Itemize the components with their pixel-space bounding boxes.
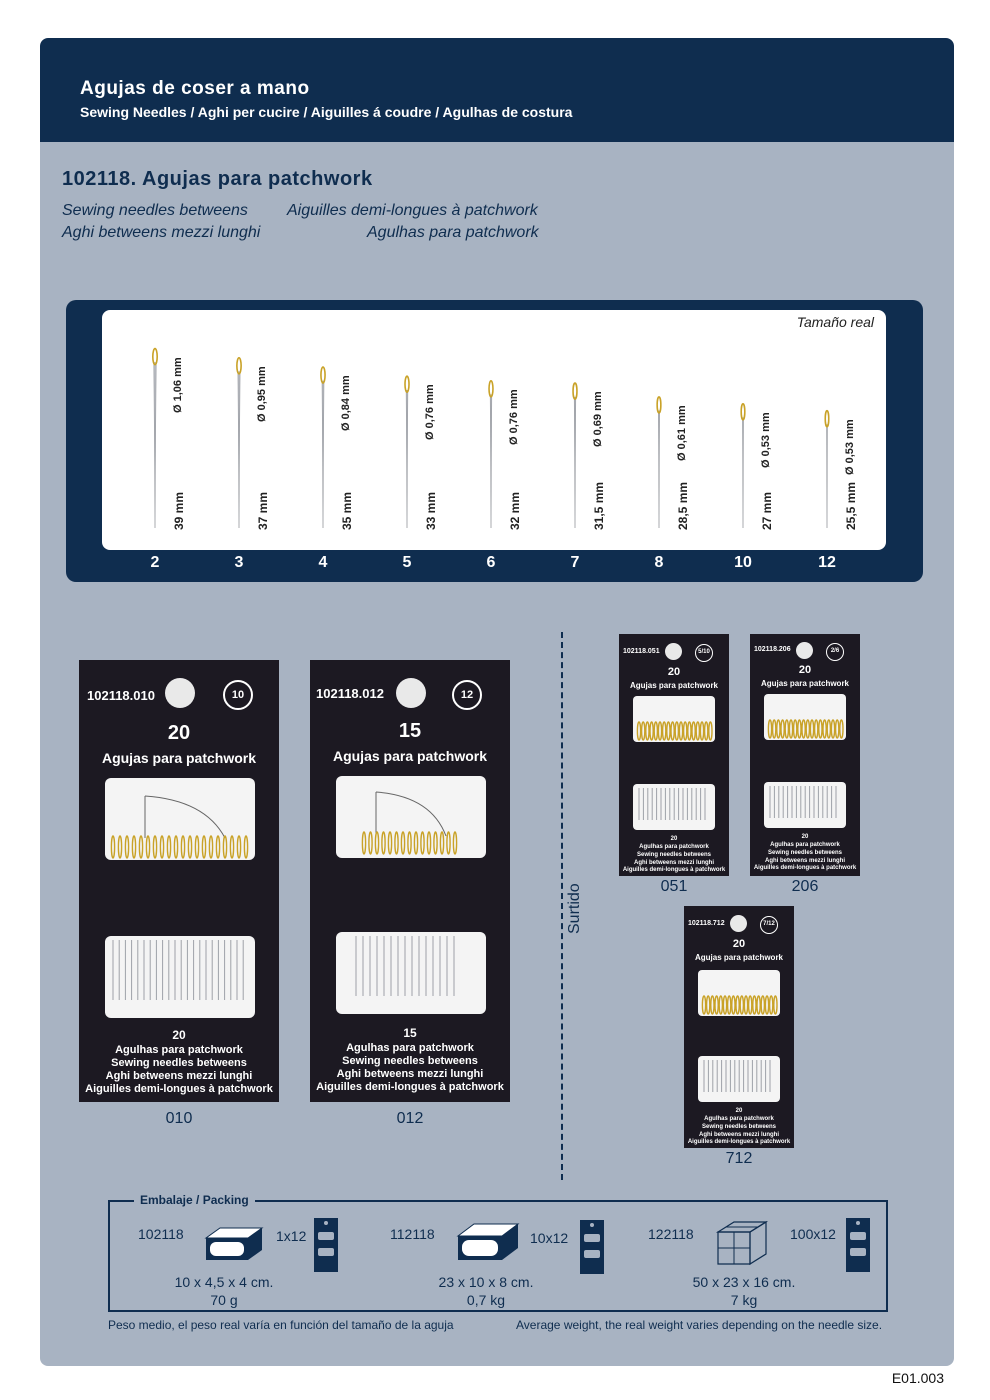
needle-eye (819, 720, 822, 738)
needle-drawing (818, 310, 838, 550)
needle-eye (770, 996, 773, 1014)
needle-eye (671, 722, 674, 740)
needle-drawing (398, 310, 418, 550)
needle-eye (810, 720, 813, 738)
needle-eye (408, 832, 411, 854)
needle-eye (139, 836, 142, 858)
card-foot-line: Aghi betweens mezzi lunghi (698, 1132, 779, 1138)
weight-note-es: Peso medio, el peso real varía en función del tamaño de la aguja (108, 1318, 454, 1332)
silver-needles-image (633, 784, 715, 830)
pack-qty: 100x12 (790, 1226, 836, 1242)
needle-eye (174, 836, 177, 858)
silver-needles-image (698, 1056, 780, 1102)
pack-qty: 10x12 (530, 1230, 569, 1246)
needle-eye (382, 832, 385, 854)
needle-eye (434, 832, 437, 854)
card-foot-line: Aiguilles demi-longues à patchwork (316, 1081, 504, 1093)
page-header (40, 38, 954, 142)
needle-window-silver (698, 1056, 780, 1102)
needle-eye (781, 720, 784, 738)
header-subtitle: Sewing Needles / Aghi per cucire / Aiguilles á coudre / Agulhas de costura (80, 104, 573, 120)
card-label: 051 (660, 878, 688, 895)
needle-drawing (734, 310, 754, 550)
card-label: 206 (791, 878, 819, 895)
needle-eye (447, 832, 450, 854)
assorted-divider (561, 632, 563, 1180)
pack-weight: 0,7 kg (466, 1292, 506, 1308)
card-051 (619, 634, 729, 876)
needle-eye (230, 836, 233, 858)
needle-chart-area (102, 310, 886, 550)
needle-eye (663, 722, 666, 740)
needle-size-number: 12 (818, 554, 836, 571)
card-712 (684, 906, 794, 1148)
card-foot-line: Agulhas para patchwork (639, 844, 709, 850)
needle-eye (216, 836, 219, 858)
needle-drawing (566, 310, 586, 550)
header-title: Agujas de coser a mano (80, 78, 310, 99)
card-foot-line: Aghi betweens mezzi lunghi (105, 1070, 253, 1082)
card-foot-line: Sewing needles betweens (636, 852, 712, 858)
card-foot-count: 20 (670, 836, 678, 842)
card-name: Agujas para patchwork (760, 679, 850, 688)
needle-6 (482, 310, 542, 550)
needle-eye (132, 836, 135, 858)
needle-window-gold (764, 694, 846, 740)
page-reference: E01.003 (891, 1370, 944, 1386)
needle-10 (734, 310, 794, 550)
needle-eye (646, 722, 649, 740)
needle-eye (188, 836, 191, 858)
silver-needles-image (764, 782, 846, 828)
needle-2 (146, 310, 206, 550)
needle-eye (658, 722, 661, 740)
size-badge: 5/10 (695, 644, 713, 662)
needle-eye (773, 720, 776, 738)
needle-eye (167, 836, 170, 858)
needle-window-gold (105, 778, 255, 860)
needle-diameter-label: Ø 0,69 mm (592, 391, 604, 448)
card-count: 20 (667, 666, 681, 678)
needle-eye (146, 836, 149, 858)
needle-eye (840, 720, 843, 738)
needle-eye (711, 996, 714, 1014)
medium-box-icon (456, 1220, 522, 1264)
needle-eye (684, 722, 687, 740)
card-foot-line: Aghi betweens mezzi lunghi (336, 1068, 484, 1080)
card-foot-line: Agulhas para patchwork (346, 1042, 474, 1054)
needle-eye (421, 832, 424, 854)
needle-eye (642, 722, 645, 740)
needle-eye (789, 720, 792, 738)
needle-size-number: 2 (150, 554, 160, 571)
needle-4 (314, 310, 374, 550)
needle-eye (696, 722, 699, 740)
needle-window-silver (336, 932, 486, 1014)
card-foot-line: Aiguilles demi-longues à patchwork (622, 867, 726, 873)
needle-eye (802, 720, 805, 738)
card-foot-line: Aghi betweens mezzi lunghi (633, 860, 714, 866)
needle-eye (209, 836, 212, 858)
card-count: 20 (167, 722, 191, 744)
product-name-it: Aghi betweens mezzi lunghi (62, 224, 261, 241)
needle-eye (679, 722, 682, 740)
pack-dimensions: 10 x 4,5 x 4 cm. (174, 1274, 274, 1290)
gold-needles-image (633, 696, 715, 742)
weight-note-en: Average weight, the real weight varies depending on the needle size. (516, 1318, 883, 1332)
needle-eye (427, 832, 430, 854)
card-foot-count: 15 (403, 1026, 417, 1040)
card-count: 15 (398, 720, 422, 742)
needle-drawing (230, 310, 250, 550)
size-badge: 7/12 (760, 916, 778, 934)
product-name-en: Sewing needles betweens (62, 202, 248, 219)
card-010 (79, 660, 279, 1102)
needle-diameter-label: Ø 0,95 mm (256, 366, 268, 422)
needle-window-silver (105, 936, 255, 1018)
pack-code: 112118 (390, 1226, 435, 1242)
needle-window-gold (633, 696, 715, 742)
card-label: 712 (725, 1150, 753, 1167)
card-code: 102118.051 (623, 648, 660, 655)
needle-eye (836, 720, 839, 738)
card-foot-line: Agulhas para patchwork (704, 1116, 774, 1122)
needle-eye (160, 836, 163, 858)
needle-eye (736, 996, 739, 1014)
color-dot (730, 915, 747, 932)
needle-eye (831, 720, 834, 738)
needle-eye (369, 832, 372, 854)
needle-eye (728, 996, 731, 1014)
card-foot-line: Sewing needles betweens (111, 1057, 247, 1069)
needle-eye (637, 722, 640, 740)
needle-diameter-label: Ø 0,84 mm (340, 375, 352, 431)
real-size-label: Tamaño real (796, 314, 874, 330)
needle-eye (768, 720, 771, 738)
needle-eye (798, 720, 801, 738)
size-badge: 2/6 (826, 643, 844, 661)
card-name: Agujas para patchwork (694, 953, 784, 962)
needle-size-number: 4 (318, 554, 328, 571)
gold-needles-image (698, 970, 780, 1016)
catalog-panel (40, 38, 954, 1366)
needle-diameter-label: Ø 1,06 mm (172, 356, 184, 413)
card-foot-line: Sewing needles betweens (342, 1055, 478, 1067)
needle-eye (744, 996, 747, 1014)
needle-eye (794, 720, 797, 738)
pack-code: 102118 (138, 1226, 184, 1242)
card-foot-line: Aghi betweens mezzi lunghi (764, 858, 845, 864)
packing-box (108, 1193, 888, 1312)
product-name-pt: Agulhas para patchwork (367, 224, 539, 241)
needle-size-number: 5 (402, 554, 412, 571)
needle-3 (230, 310, 290, 550)
needle-drawing (650, 310, 670, 550)
card-code: 102118.712 (688, 920, 725, 927)
needle-eye (705, 722, 708, 740)
needle-length-label: 39 mm (172, 491, 186, 530)
blister-card-icon (314, 1218, 338, 1272)
card-name: Agujas para patchwork (101, 750, 257, 766)
blister-card-icon (846, 1218, 870, 1272)
needle-eye (753, 996, 756, 1014)
card-foot-count: 20 (172, 1028, 186, 1042)
needle-eye (667, 722, 670, 740)
needle-diameter-label: Ø 0,76 mm (508, 389, 520, 445)
needle-length-label: 35 mm (340, 491, 354, 530)
gold-needles-image (764, 694, 846, 740)
product-name-fr: Aiguilles demi-longues à patchwork (287, 202, 538, 219)
needle-eye (815, 720, 818, 738)
card-foot-line: Sewing needles betweens (701, 1124, 777, 1130)
size-badge: 12 (452, 680, 482, 710)
pack-weight: 7 kg (730, 1292, 758, 1308)
needle-eye (709, 722, 712, 740)
needle-eye (806, 720, 809, 738)
needle-diameter-label: Ø 0,61 mm (676, 405, 688, 461)
card-name: Agujas para patchwork (332, 748, 488, 764)
color-dot (396, 678, 426, 708)
needle-7 (566, 310, 626, 550)
needle-eye (675, 722, 678, 740)
needle-size-number: 3 (234, 554, 244, 571)
card-foot-count: 20 (801, 834, 809, 840)
card-012 (310, 660, 510, 1102)
needle-size-number: 6 (486, 554, 496, 571)
needle-5 (398, 310, 458, 550)
needle-eye (702, 996, 705, 1014)
needle-eye (195, 836, 198, 858)
needle-drawing (482, 310, 502, 550)
silver-needles-image (105, 936, 255, 1018)
needle-eye (827, 720, 830, 738)
needle-eye (111, 836, 114, 858)
needle-eye (765, 996, 768, 1014)
card-foot-line: Agulhas para patchwork (770, 842, 840, 848)
needle-eye (707, 996, 710, 1014)
color-dot (165, 678, 195, 708)
needle-eye (785, 720, 788, 738)
card-foot-count: 20 (735, 1108, 743, 1114)
card-206 (750, 634, 860, 876)
silver-needles-image (336, 932, 486, 1014)
card-foot-line: Aiguilles demi-longues à patchwork (687, 1139, 791, 1145)
card-code: 102118.012 (316, 686, 384, 701)
needle-window-silver (633, 784, 715, 830)
assorted-label: Surtido (566, 883, 583, 934)
needle-eye (777, 720, 780, 738)
needle-eye (774, 996, 777, 1014)
needle-eye (823, 720, 826, 738)
needle-12 (818, 310, 878, 550)
needle-length-label: 37 mm (256, 491, 270, 530)
card-count: 20 (732, 938, 746, 950)
needle-eye (118, 836, 121, 858)
needle-length-label: 28,5 mm (676, 481, 690, 530)
card-foot-line: Agulhas para patchwork (115, 1044, 243, 1056)
needle-diameter-label: Ø 0,76 mm (424, 384, 436, 441)
needle-drawing (314, 310, 334, 550)
needle-length-label: 31,5 mm (592, 481, 606, 530)
needle-eye (223, 836, 226, 858)
card-label: 010 (165, 1110, 193, 1127)
needle-length-label: 25,5 mm (844, 481, 858, 530)
pack-code: 122118 (648, 1226, 694, 1242)
gold-needles-image (105, 778, 255, 860)
card-label: 012 (396, 1110, 424, 1127)
needle-eye (153, 836, 156, 858)
carton-box-icon (714, 1218, 770, 1270)
needle-eye (761, 996, 764, 1014)
needle-eye (440, 832, 443, 854)
needle-diameter-label: Ø 0,53 mm (760, 412, 772, 468)
needle-window-silver (764, 782, 846, 828)
needle-eye (715, 996, 718, 1014)
needle-eye (401, 832, 404, 854)
needle-eye (362, 832, 365, 854)
pack-qty: 1x12 (276, 1228, 307, 1244)
needle-eye (244, 836, 247, 858)
color-dot (665, 643, 682, 660)
needle-window-gold (698, 970, 780, 1016)
needle-eye (654, 722, 657, 740)
needle-drawing (146, 310, 166, 550)
card-count: 20 (798, 664, 812, 676)
needle-length-label: 27 mm (760, 491, 774, 530)
needle-eye (688, 722, 691, 740)
card-code: 102118.206 (754, 646, 791, 653)
needle-8 (650, 310, 710, 550)
needle-eye (723, 996, 726, 1014)
card-foot-line: Aiguilles demi-longues à patchwork (85, 1083, 273, 1095)
needle-eye (237, 836, 240, 858)
needle-eye (650, 722, 653, 740)
needle-eye (395, 832, 398, 854)
needle-eye (388, 832, 391, 854)
pack-dimensions: 50 x 23 x 16 cm. (692, 1274, 796, 1290)
card-foot-line: Aiguilles demi-longues à patchwork (753, 865, 857, 871)
needle-eye (757, 996, 760, 1014)
color-dot (796, 642, 813, 659)
needle-eye (375, 832, 378, 854)
product-title: 102118. Agujas para patchwork (62, 168, 373, 190)
packing-label: Embalaje / Packing (134, 1193, 255, 1207)
needle-size-number: 7 (570, 554, 580, 571)
card-foot-line: Sewing needles betweens (767, 850, 843, 856)
needle-size-number: 10 (734, 554, 752, 571)
gold-needles-image (336, 776, 486, 858)
needle-eye (692, 722, 695, 740)
needle-eye (719, 996, 722, 1014)
needle-eye (125, 836, 128, 858)
needle-length-label: 32 mm (508, 491, 522, 530)
needle-length-label: 33 mm (424, 491, 438, 530)
needle-diameter-label: Ø 0,53 mm (844, 419, 856, 475)
needle-size-number: 8 (654, 554, 664, 571)
size-badge: 10 (223, 680, 253, 710)
needle-eye (732, 996, 735, 1014)
card-name: Agujas para patchwork (629, 681, 719, 690)
needle-eye (749, 996, 752, 1014)
blister-card-icon (580, 1220, 604, 1274)
pack-weight: 70 g (210, 1292, 238, 1308)
needle-eye (453, 832, 456, 854)
needle-eye (414, 832, 417, 854)
needle-eye (181, 836, 184, 858)
needle-eye (202, 836, 205, 858)
small-box-icon (204, 1224, 266, 1264)
pack-dimensions: 23 x 10 x 8 cm. (438, 1274, 534, 1290)
needle-eye (740, 996, 743, 1014)
needle-eye (700, 722, 703, 740)
needle-window-gold (336, 776, 486, 858)
needle-size-chart (66, 300, 923, 582)
card-code: 102118.010 (87, 688, 155, 703)
